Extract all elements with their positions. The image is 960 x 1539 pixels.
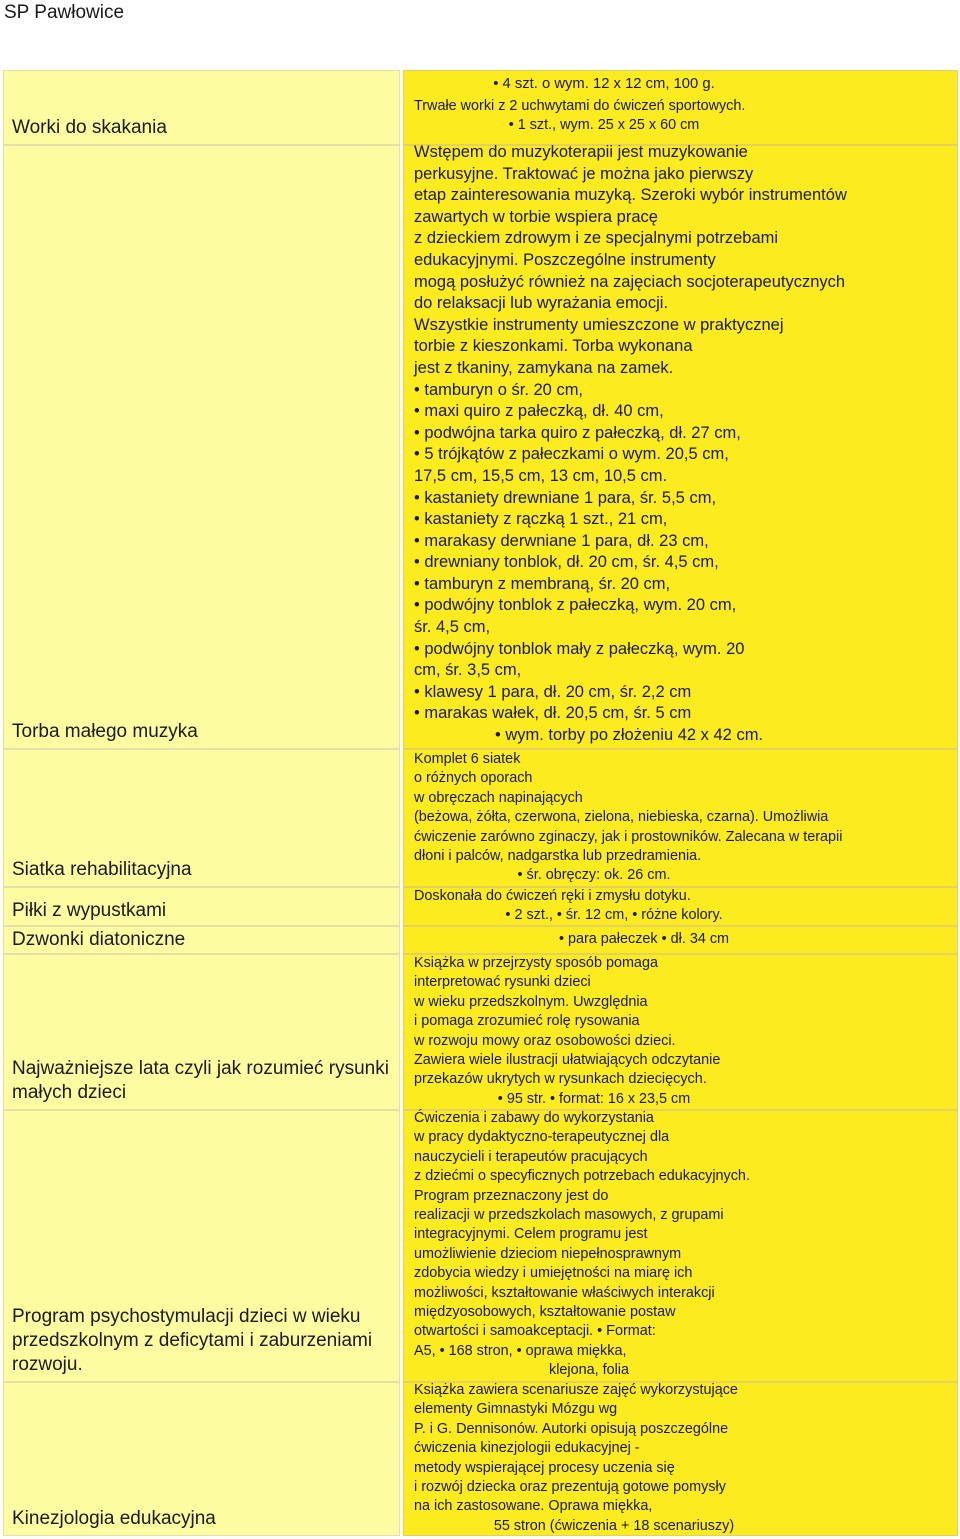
list-item: • marakas wałek, dł. 20,5 cm, śr. 5 cm bbox=[414, 703, 954, 725]
description-line: do relaksacji lub wyrażania emocji. bbox=[414, 294, 669, 313]
description-line: i pomaga zrozumieć rolę rysowania bbox=[414, 1013, 640, 1030]
description-line: integracyjnymi. Celem programu jest bbox=[414, 1226, 648, 1243]
description-line: perkusyjne. Traktować je można jako pierwszy bbox=[414, 164, 754, 183]
description-line: i rozwój dziecka oraz prezentują gotowe pomysły bbox=[414, 1479, 726, 1496]
description-line: w wieku przedszkolnym. Uwzględnia bbox=[414, 993, 648, 1010]
list-item: • drewniany tonblok, dł. 20 cm, śr. 4,5 cm, bbox=[414, 552, 954, 574]
description-line: • 2 szt., • śr. 12 cm, • różne kolory. bbox=[505, 907, 723, 924]
product-name: Kinezjologia edukacyjna bbox=[12, 1508, 216, 1529]
description-line: P. i G. Dennisonów. Autorki opisują poszczególne bbox=[414, 1420, 729, 1437]
description-line: • wym. torby po złożeniu 42 x 42 cm. bbox=[494, 726, 764, 745]
description-line: edukacyjnymi. Poszczególne instrumenty bbox=[414, 250, 716, 269]
product-description-cell bbox=[403, 145, 958, 749]
description-line: (beżowa, żółta, czerwona, zielona, niebieska, czarna). Umożliwia bbox=[414, 809, 829, 826]
description-line: • 4 szt. o wym. 12 x 12 cm, 100 g. bbox=[493, 76, 715, 92]
table-row bbox=[3, 1382, 958, 1536]
description-line: możliwości, kształtowanie właściwych interakcji bbox=[414, 1284, 715, 1301]
description-line: Program przeznaczony jest do bbox=[414, 1187, 609, 1204]
description-line: torbie z kieszonkami. Torba wykonana bbox=[414, 337, 693, 356]
description-line: • śr. obręczy: ok. 26 cm. bbox=[517, 867, 671, 884]
description-line: 55 stron (ćwiczenia + 18 scenariuszy) bbox=[493, 1517, 735, 1534]
product-description-cell bbox=[403, 70, 958, 145]
product-name-cell bbox=[3, 145, 400, 749]
description-line: międzyosobowych, kształtowanie postaw bbox=[414, 1304, 676, 1321]
product-name: Program psychostymulacji dzieci w wieku przedszkolnym z deficytami i zaburzeniami rozwoju. bbox=[12, 1306, 373, 1375]
product-name: Torba małego muzyka bbox=[12, 721, 198, 742]
description-line: mogą posłużyć również na zajęciach socjoterapeutycznych bbox=[414, 272, 846, 291]
page-header: SP Pawłowice bbox=[4, 2, 125, 23]
description-line: w pracy dydaktyczno-terapeutycznej dla bbox=[414, 1129, 670, 1146]
product-description-cell bbox=[403, 887, 958, 926]
description-line: o różnych oporach bbox=[414, 770, 533, 787]
description-line: otwartości i samoakceptacji. • Format: bbox=[414, 1323, 656, 1340]
description-line: umożliwienie dzieciom niepełnosprawnym bbox=[414, 1245, 682, 1262]
description-line: Ćwiczenia i zabawy do wykorzystania bbox=[414, 1110, 654, 1126]
table-row bbox=[3, 887, 958, 926]
list-item: • tamburyn o śr. 20 cm, bbox=[414, 380, 954, 402]
description-line: przekazów ukrytych w rysunkach dziecięcych. bbox=[414, 1071, 707, 1088]
list-item: • marakasy derwniane 1 para, dł. 23 cm, bbox=[414, 531, 954, 553]
description-line: Książka w przejrzysty sposób pomaga bbox=[414, 955, 658, 971]
table-row bbox=[3, 926, 958, 954]
description-line: Komplet 6 siatek bbox=[414, 751, 521, 767]
list-item: • kastaniety z rączką 1 szt., 21 cm, bbox=[414, 509, 954, 531]
product-name-cell bbox=[3, 926, 400, 954]
description-line: klejona, folia bbox=[549, 1362, 629, 1379]
description-line: metody wspierającej procesy uczenia się bbox=[414, 1459, 675, 1476]
description-line: Wstępem do muzykoterapii jest muzykowanie bbox=[414, 143, 748, 161]
table-row bbox=[3, 1110, 958, 1382]
product-name-cell bbox=[3, 1382, 400, 1536]
description-line: zdobycia wiedzy i umiejętności na miarę ich bbox=[414, 1265, 693, 1282]
product-name-cell bbox=[3, 70, 400, 145]
table-row bbox=[3, 70, 958, 145]
description-line: Książka zawiera scenariusze zajęć wykorzystujące bbox=[414, 1382, 738, 1398]
list-item: • podwójna tarka quiro z pałeczką, dł. 27 cm, bbox=[414, 423, 954, 445]
description-line: realizacji w przedszkolach masowych, z grupami bbox=[414, 1207, 724, 1224]
description-line: śr. 4,5 cm, bbox=[414, 618, 491, 637]
list-item: • podwójny tonblok z pałeczką, wym. 20 cm, bbox=[414, 595, 954, 617]
product-name-cell bbox=[3, 954, 400, 1110]
product-name: Worki do skakania bbox=[12, 117, 167, 138]
description-line: ćwiczenia kinezjologii edukacyjnej - bbox=[414, 1440, 640, 1457]
description-line: A5, • 168 stron, • oprawa miękka, bbox=[414, 1342, 627, 1359]
description-line: w rozwoju mowy oraz osobowości dzieci. bbox=[414, 1032, 676, 1049]
description-line: nauczycieli i terapeutów pracujących bbox=[414, 1148, 648, 1165]
description-line: Zawiera wiele ilustracji ułatwiających odczytanie bbox=[414, 1052, 721, 1069]
description-line: 17,5 cm, 15,5 cm, 13 cm, 10,5 cm. bbox=[414, 466, 668, 485]
product-name-cell bbox=[3, 1110, 400, 1382]
table-row bbox=[3, 749, 958, 887]
product-name: Piłki z wypustkami bbox=[12, 900, 167, 921]
description-line: na ich zastosowane. Oprawa miękka, bbox=[414, 1498, 653, 1515]
description-line: etap zainteresowania muzyką. Szeroki wybór instrumentów bbox=[414, 186, 847, 205]
list-item: • podwójny tonblok mały z pałeczką, wym. 20 bbox=[414, 639, 954, 661]
product-description-cell bbox=[403, 749, 958, 887]
list-item: • tamburyn z membraną, śr. 20 cm, bbox=[414, 574, 954, 596]
list-item: • 5 trójkątów z pałeczkami o wym. 20,5 cm, bbox=[414, 444, 954, 466]
description-line: cm, śr. 3,5 cm, bbox=[414, 661, 522, 680]
description-line: • 95 str. • format: 16 x 23,5 cm bbox=[497, 1090, 691, 1107]
description-line: z dziećmi o specyficznych potrzebach edukacyjnych. bbox=[414, 1168, 750, 1185]
product-description-cell bbox=[403, 1382, 958, 1536]
description-line: Wszystkie instrumenty umieszczone w praktycznej bbox=[414, 315, 784, 334]
product-description-cell bbox=[403, 954, 958, 1110]
description-line: elementy Gimnastyki Mózgu wg bbox=[414, 1401, 618, 1418]
description-line: dłoni i palców, nadgarstka lub przedramienia. bbox=[414, 848, 702, 865]
table-row bbox=[3, 145, 958, 749]
description-line: Doskonała do ćwiczeń ręki i zmysłu dotyku. bbox=[414, 888, 691, 904]
product-name: Dzwonki diatoniczne bbox=[12, 929, 186, 950]
description-line: interpretować rysunki dzieci bbox=[414, 974, 591, 991]
product-name: Siatka rehabilitacyjna bbox=[12, 859, 192, 880]
description-line: w obręczach napinających bbox=[414, 789, 583, 806]
description-line: • para pałeczek • dł. 34 cm bbox=[558, 931, 730, 947]
product-name-cell bbox=[3, 749, 400, 887]
product-name-cell bbox=[3, 887, 400, 926]
list-item: • klawesy 1 para, dł. 20 cm, śr. 2,2 cm bbox=[414, 682, 954, 704]
product-description-cell bbox=[403, 926, 958, 954]
description-line: zawartych w torbie wspiera pracę bbox=[414, 207, 658, 226]
list-item: • kastaniety drewniane 1 para, śr. 5,5 cm, bbox=[414, 488, 954, 510]
description-line: • 1 szt., wym. 25 x 25 x 60 cm bbox=[508, 116, 700, 133]
description-line: z dzieckiem zdrowym i ze specjalnymi potrzebami bbox=[414, 229, 779, 248]
list-item: • maxi quiro z pałeczką, dł. 40 cm, bbox=[414, 401, 954, 423]
description-line: Trwałe worki z 2 uchwytami do ćwiczeń sportowych. bbox=[414, 97, 746, 114]
description-line: jest z tkaniny, zamykana na zamek. bbox=[414, 358, 674, 377]
description-line: ćwiczenie zarówno zginaczy, jak i prostowników. Zalecana w terapii bbox=[414, 828, 843, 845]
product-description-cell bbox=[403, 1110, 958, 1382]
table-row bbox=[3, 954, 958, 1110]
product-name: Najważniejsze lata czyli jak rozumieć rysunki małych dzieci bbox=[12, 1058, 389, 1103]
